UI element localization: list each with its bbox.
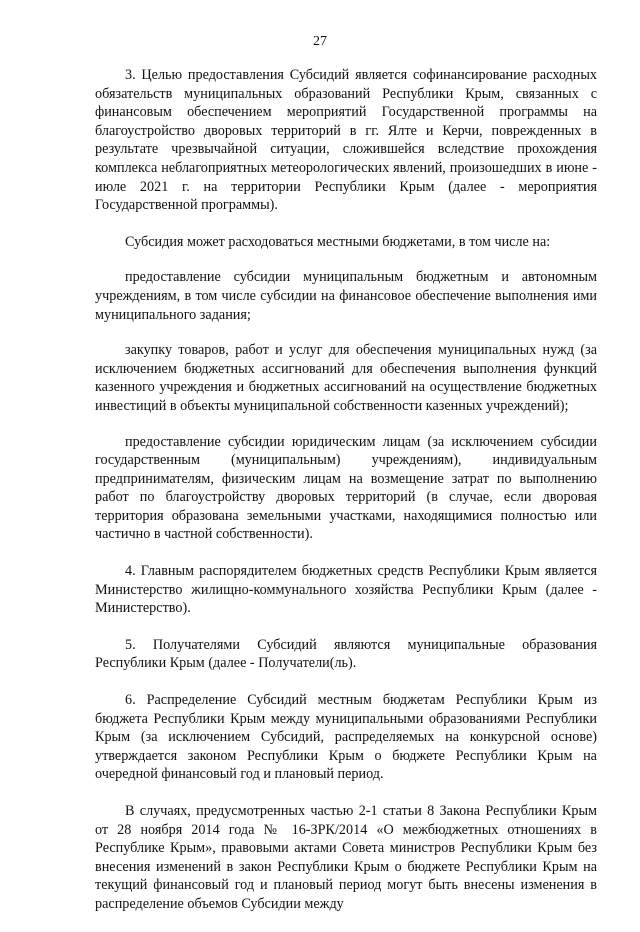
paragraph-subsidy-uses-intro: Субсидия может расходоваться местными бюджетами, в том числе на: bbox=[125, 233, 551, 250]
paragraph-distribution-changes: В случаях, предусмотренных частью 2-1 статьи 8 Закона Республики Крым от 28 ноября 2014 года № 16-ЗРК/2014 «О межбюджетных отношениях в Республике Крым», правовыми актами Совета министров Республики Крым без внесения изменений в закон Республики Крым о бюджете Республики Крым на текущий финансовый год и плановый период могут быть внесены изменения в распределение объемов Субсидии между bbox=[95, 803, 597, 912]
page-number: 27 bbox=[313, 34, 327, 49]
paragraph-chief-administrator: 4. Главным распорядителем бюджетных средств Республики Крым является Министерство жилищно-коммунального хозяйства Республики Крым (далее - Министерство). bbox=[95, 563, 597, 617]
paragraph-distribution: 6. Распределение Субсидий местным бюджетам Республики Крым из бюджета Республики Крым между муниципальными образованиями Республики Крым (за исключением Субсидий, распределяемых на конкурсной основе) утверждается законом Республики Крым о бюджете Республики Крым на очередной финансовый год и плановый период. bbox=[95, 692, 597, 783]
document-body bbox=[95, 66, 597, 932]
paragraph-recipients: 5. Получателями Субсидий являются муниципальные образования Республики Крым (далее - Получатели(ль). bbox=[95, 636, 597, 672]
paragraph-subsidy-purpose: 3. Целью предоставления Субсидий является софинансирование расходных обязательств муниципальных образований Республики Крым, связанных с финансовым обеспечением мероприятий Государственной программы на благоустройство дворовых территорий в гг. Ялте и Керчи, поврежденных в результате чрезвычайной ситуации, сложившейся вследствие прохождения комплекса неблагоприятных метеорологических явлений, произошедших в июне - июле 2021 г. на территории Республики Крым (далее - мероприятия Государственной программы). bbox=[95, 67, 597, 214]
paragraph-use-institution-subsidies: предоставление субсидии муниципальным бюджетным и автономным учреждениям, в том числе субсидии на финансовое обеспечение выполнения ими муниципального задания; bbox=[95, 269, 597, 323]
paragraph-use-cost-reimbursement: предоставление субсидии юридическим лицам (за исключением субсидии государственным (муниципальным) учреждениям), индивидуальным предпринимателям, физическим лицам на возмещение затрат по выполнению работ по благоустройству дворовых территорий (в случае, если дворовая территория образована земельными участками, находящимися полностью или частично в частной собственности). bbox=[95, 433, 597, 543]
paragraph-use-procurement: закупку товаров, работ и услуг для обеспечения муниципальных нужд (за исключением бюджетных ассигнований для обеспечения выполнения функций казенного учреждения и бюджетных ассигнований на осуществление бюджетных инвестиций в объекты муниципальной собственности казенных учреждений); bbox=[95, 342, 597, 414]
